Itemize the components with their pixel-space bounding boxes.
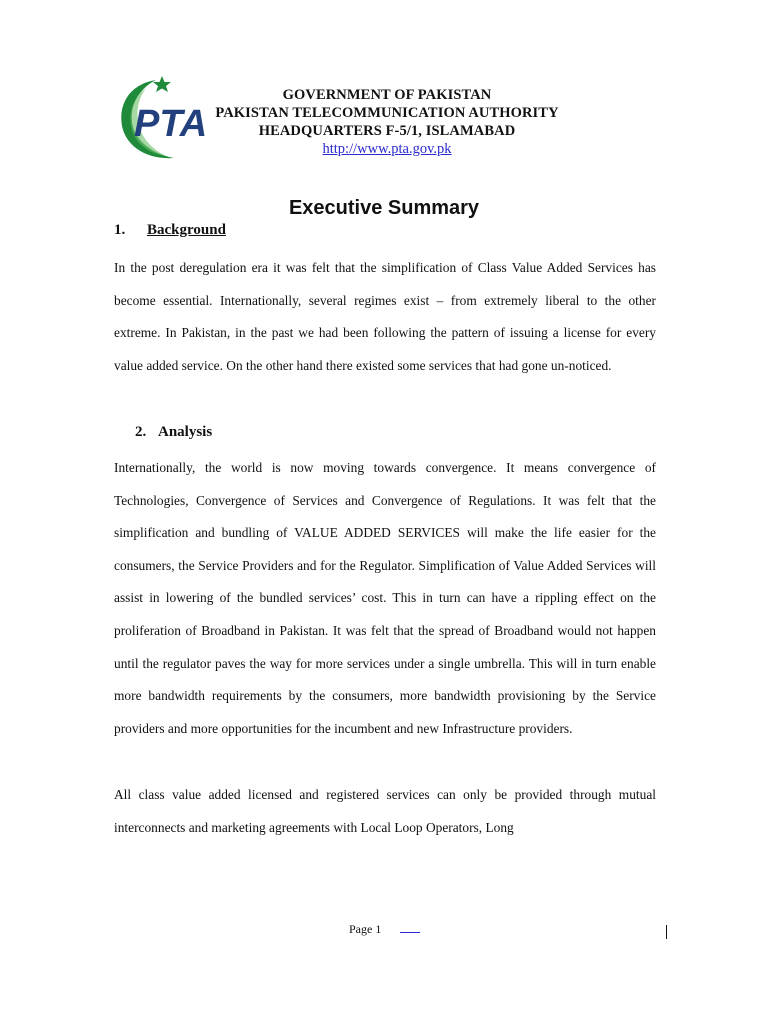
section-number: 2. xyxy=(135,424,147,440)
section-heading-analysis xyxy=(135,424,212,441)
section-number: 1. xyxy=(114,222,126,238)
page-number: Page 1 xyxy=(349,922,382,936)
footer-link-mark xyxy=(400,922,420,933)
letterhead-line-1: GOVERNMENT OF PAKISTAN xyxy=(282,87,492,103)
section-heading-background xyxy=(114,222,226,239)
margin-bar xyxy=(666,925,667,939)
analysis-paragraph-2: All class value added licensed and registered services can only be provided through mutual interconnects and marketing agreements with Local Loop Operators, Long xyxy=(114,787,656,835)
pta-logo xyxy=(116,74,212,164)
document-title: Executive Summary xyxy=(288,197,480,219)
letterhead-line-3: HEADQUARTERS F-5/1, ISLAMABAD xyxy=(258,123,516,139)
website-link[interactable]: http://www.pta.gov.pk xyxy=(322,141,452,157)
page-footer xyxy=(349,922,420,937)
logo-text: PTA xyxy=(134,103,208,145)
analysis-paragraph-1: Internationally, the world is now moving towards convergence. It means convergence of Technologies, Convergence of Services and Convergence of Regulations. It was felt that the simplification and bundling of VALUE ADDED SERVICES will make the life easier for the consumers, the Service Providers and for the Regulator. Simplification of Value Added Services will assist in lowering of the bundled services’ cost. This in turn can have a rippling effect on the proliferation of Broadband in Pakistan. It was felt that the spread of Broadband would not happen until the regulator paves the way for more services under a single umbrella. This will in turn enable more bandwidth requirements by the consumers, more bandwidth provisioning by the Service providers and more opportunities for the incumbent and new Infrastructure providers. xyxy=(114,460,656,736)
letterhead xyxy=(200,86,574,158)
letterhead-line-2: PAKISTAN TELECOMMUNICATION AUTHORITY xyxy=(215,105,559,121)
section-title: Analysis xyxy=(158,424,213,440)
background-paragraph: In the post deregulation era it was felt that the simplification of Class Value Added Services has become essential. Internationally, several regimes exist – from extremely liberal to the other extreme. In Pakistan, in the past we had been following the pattern of issuing a license for every value added service. On the other hand there existed some services that had gone un-noticed. xyxy=(114,260,656,373)
section-title: Background xyxy=(147,222,226,238)
